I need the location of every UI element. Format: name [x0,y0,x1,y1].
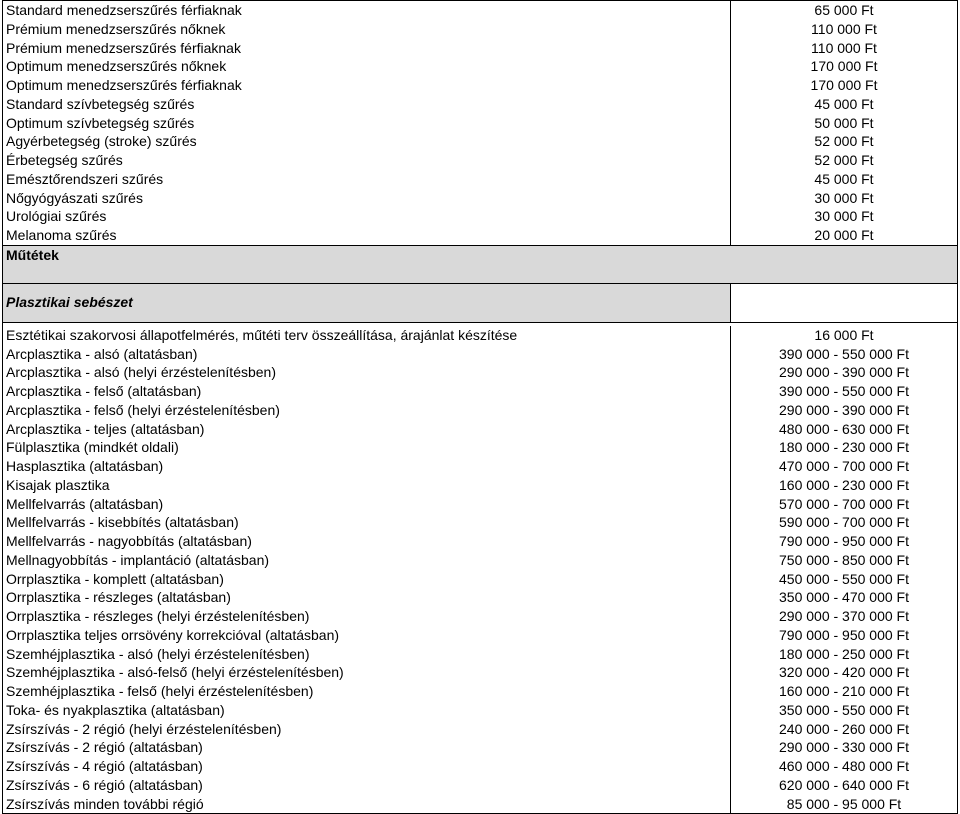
item-name: Szemhéjplasztika - felső (helyi érzéstelenítésben) [6,683,314,699]
item-price: 290 000 - 390 000 Ft [779,401,909,418]
item-name: Zsírszívás - 6 régió (altatásban) [6,776,203,793]
item-name: Urológiai szűrés [6,208,107,225]
item-price: 30 000 Ft [814,208,874,225]
item-price: 790 000 - 950 000 Ft [779,626,909,643]
item-name: Zsírszívás - 2 régió (helyi érzéstelenítésben) [6,720,282,737]
item-price: 480 000 - 630 000 Ft [779,420,909,437]
item-price: 290 000 - 330 000 Ft [779,739,909,756]
item-price: 350 000 - 470 000 Ft [779,589,909,606]
item-price: 65 000 Ft [814,2,874,18]
item-price: 450 000 - 550 000 Ft [779,570,909,587]
item-price: 290 000 - 390 000 Ft [779,364,909,381]
item-price: 460 000 - 480 000 Ft [779,758,909,774]
item-name: Szemhéjplasztika - alsó-felső (helyi érzéstelenítésben) [6,664,344,681]
item-name: Hasplasztika (altatásban) [6,458,164,474]
item-name: Érbetegség szűrés [6,152,123,168]
item-price: 170 000 Ft [810,77,878,93]
item-name: Prémium menedzserszűrés férfiaknak [6,39,241,56]
item-price: 350 000 - 550 000 Ft [779,701,909,718]
item-price: 52 000 Ft [814,152,874,168]
item-name: Melanoma szűrés [6,227,117,243]
item-price: 160 000 - 230 000 Ft [779,476,909,493]
item-price: 620 000 - 640 000 Ft [779,776,909,793]
plastic-prices [731,326,957,814]
item-name: Orrplasztika - részleges (helyi érzéstelenítésben) [6,608,310,624]
item-name: Arcplasztika - felső (helyi érzéstelenítésben) [6,401,280,418]
section-heading-plasztikai: Plasztikai sebészet [3,284,731,322]
item-name: Arcplasztika - alsó (helyi érzéstelenítésben) [6,364,277,381]
item-price: 110 000 Ft [811,39,877,56]
item-name: Fülplasztika (mindkét oldali) [6,439,179,456]
item-price: 160 000 - 210 000 Ft [779,683,909,699]
item-name: Agyérbetegség (stroke) szűrés [6,133,197,150]
item-price: 16 000 Ft [814,326,874,343]
item-name: Optimum menedzserszűrés nőknek [6,58,227,75]
item-name: Mellfelvarrás - kisebbítés (altatásban) [6,514,239,531]
item-price: 390 000 - 550 000 Ft [779,345,909,362]
item-name: Orrplasztika - komplett (altatásban) [6,570,224,587]
mutetek-block [2,246,958,283]
item-name: Arcplasztika - teljes (altatásban) [6,420,205,437]
item-name: Orrplasztika teljes orrsövény korrekcióval (altatásban) [6,626,340,643]
empty-cell [731,284,957,322]
item-price: 320 000 - 420 000 Ft [779,664,909,681]
item-name: Standard szívbetegség szűrés [6,95,195,112]
item-name: Standard menedzserszűrés férfiaknak [6,2,242,18]
plasztikai-heading-row [2,283,958,323]
item-price: 590 000 - 700 000 Ft [779,514,909,531]
item-price: 20 000 Ft [814,227,874,243]
item-price: 390 000 - 550 000 Ft [779,383,909,399]
screening-names [3,1,731,245]
item-name: Kisajak plasztika [6,476,110,493]
item-name: Orrplasztika - részleges (altatásban) [6,589,231,606]
item-name: Optimum szívbetegség szűrés [6,114,195,131]
item-name: Mellfelvarrás - nagyobbítás (altatásban) [6,533,252,549]
item-price: 110 000 Ft [811,20,877,37]
item-name: Arcplasztika - alsó (altatásban) [6,345,198,362]
item-name: Emésztőrendszeri szűrés [6,170,164,187]
item-price: 750 000 - 850 000 Ft [779,551,909,568]
item-price: 240 000 - 260 000 Ft [779,720,909,737]
item-name: Optimum menedzserszűrés férfiaknak [6,77,242,93]
item-price: 180 000 - 230 000 Ft [779,439,909,456]
item-name: Mellfelvarrás (altatásban) [6,495,164,512]
item-name: Toka- és nyakplasztika (altatásban) [6,701,225,718]
item-name: Szemhéjplasztika - alsó (helyi érzéstelenítésben) [6,645,310,662]
item-name: Nőgyógyászati szűrés [6,189,143,206]
item-name: Arcplasztika - felső (altatásban) [6,383,202,399]
plastic-names [3,326,731,814]
plastic-block [2,323,958,814]
item-price: 570 000 - 700 000 Ft [779,495,909,512]
item-price: 45 000 Ft [814,95,874,112]
item-price: 50 000 Ft [814,114,874,131]
item-price: 85 000 - 95 000 Ft [786,795,902,812]
screening-prices [731,1,957,245]
item-price: 30 000 Ft [814,189,874,206]
item-price: 470 000 - 700 000 Ft [779,458,909,474]
item-name: Zsírszívás - 2 régió (altatásban) [6,739,203,756]
item-price: 45 000 Ft [814,170,874,187]
item-name: Esztétikai szakorvosi állapotfelmérés, műtéti terv összeállítása, árajánlat készítése [6,326,518,343]
item-price: 790 000 - 950 000 Ft [779,533,909,549]
item-name: Mellnagyobbítás - implantáció (altatásban) [6,551,270,568]
section-heading-mutetek: Műtétek [6,246,59,263]
item-name: Prémium menedzserszűrés nőknek [6,20,226,37]
item-price: 170 000 Ft [810,58,878,75]
item-price: 52 000 Ft [814,133,874,150]
item-name: Zsírszívás - 4 régió (altatásban) [6,758,203,774]
price-table [2,0,958,814]
item-name: Zsírszívás minden további régió [6,795,204,812]
screening-block [2,0,958,246]
item-price: 180 000 - 250 000 Ft [779,645,909,662]
item-price: 290 000 - 370 000 Ft [779,608,909,624]
